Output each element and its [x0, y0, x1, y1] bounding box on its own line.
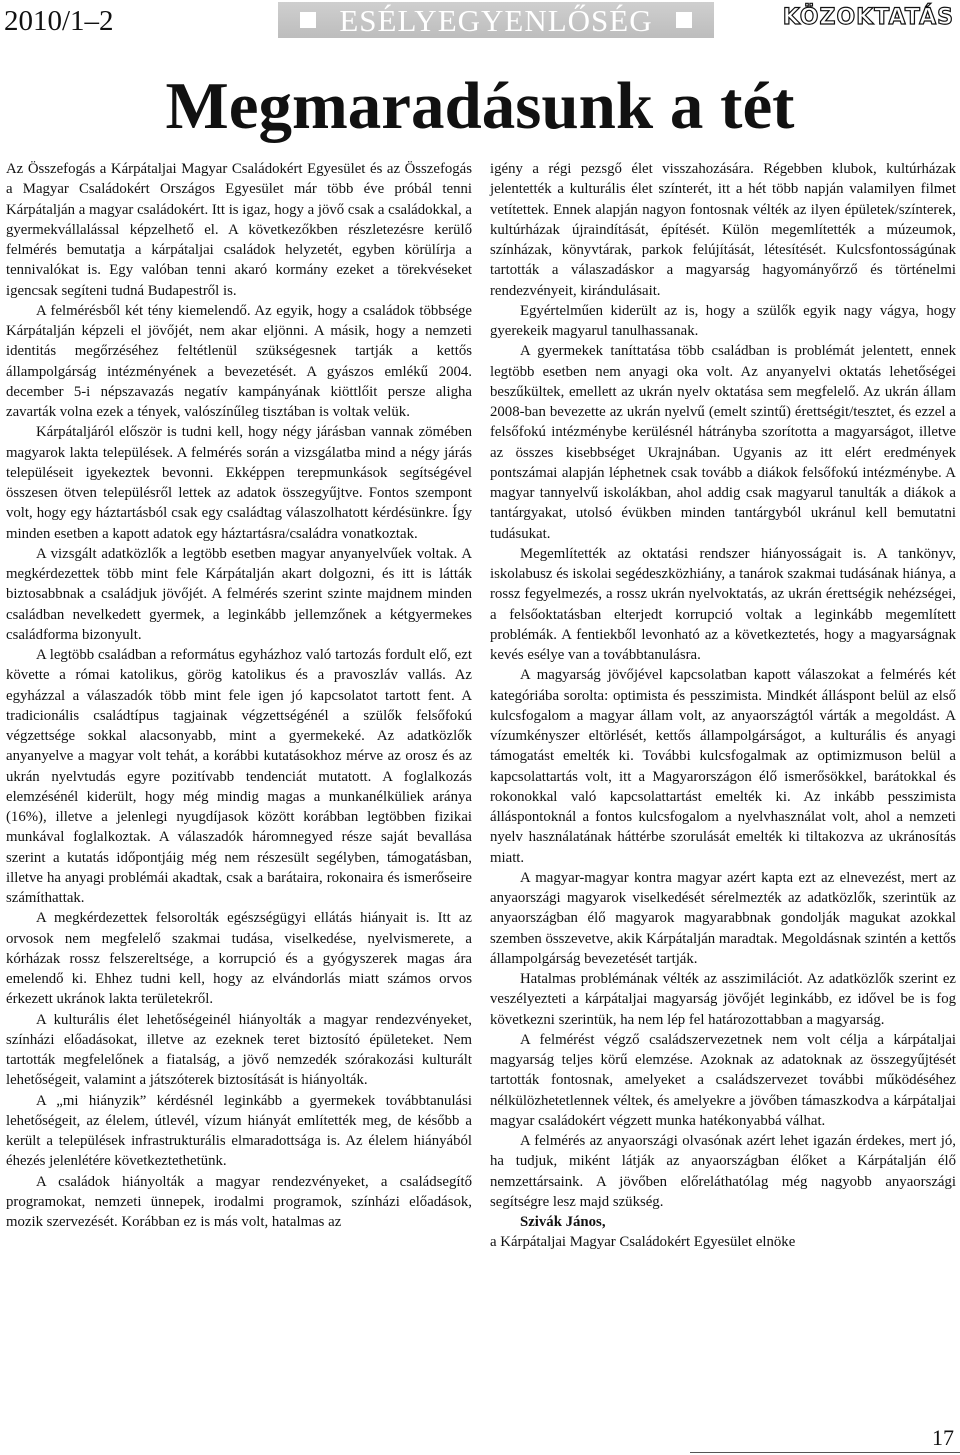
square-bullet-icon — [676, 12, 692, 28]
paragraph: Kárpátaljáról először is tudni kell, hogy négy járásban vannak zömében magyarok lakta települések. A felmérés során a vizsgálatba mind a négy járás településeit igyekeztek bevonni. Ekképpen terepmunkások segítségével összesen ötven településről lettek az adatok összegyűjtve. Fontos szempont volt, hogy egy háztartásból csak egy családtag válaszolhatott kérdésünkre. Így minden esetben a kapott adatok egy háztartásra/családra vonatkoztak. — [6, 424, 472, 542]
paragraph: A magyarság jövőjével kapcsolatban kapott válaszokat a felmérés két kategóriába sorolta: optimista és pesszimista. Mindkét álláspont belül az első kulcsfogalom a magyar állam volt, az anyaországtól várták a megoldást. A vízumkényszer eltörlését, kettős állampolgárságot, a kulturális és anyagi támogatást emelték ki. További kulcsfogalmak az optimizmuson belül a kapcsolattartás volt, itt a Magyarországon élő ismerősökkel, barátokkal és rokonokkal való kapcsolattartást emelték ki. Az inkább pesszimista álláspontoknál a fontos kulcsfogalom a nyelvhasználat volt, ahol a nemzeti nyelv használatának háttérbe szorulását emelték ki tiltakozva az ukránosítás miatt. — [490, 667, 956, 866]
paragraph: A magyar-magyar kontra magyar azért kapta ezt az elnevezést, mert az anyaországi magyarok viselkedését sérelmezték az adatközlők, szerintük az anyaországban élő magyarok magyarabbnak gondolják magukat azokkal szemben összevetve, akik Kárpátalján maradtak. Megoldásnak szintén a kettős állampolgárság bevezetését tartják. — [490, 869, 956, 967]
paragraph: A családok hiányolták a magyar rendezvényeket, a családsegítő programokat, nemzeti ünnepek, irodalmi programok, színházi előadások, mozik szervezését. Korábban ez is más volt, hatalmas az — [6, 1173, 472, 1230]
journal-logo: KÖZOKTATÁS — [782, 5, 954, 30]
right-column — [490, 159, 956, 1253]
section-banner — [278, 2, 714, 38]
paragraph: Egyértelműen kiderült az is, hogy a szülők egyik nagy vágya, hogy gyerekeik magyarul tanulhassanak. — [490, 302, 956, 339]
section-title: ESÉLYEGYENLŐSÉG — [339, 3, 653, 38]
paragraph: A vizsgált adatközlők a legtöbb esetben magyar anyanyelvűek voltak. A megkérdezettek több mint fele Kárpátalján akart dolgozni, és itt is látták biztosabbnak a családjuk jövőjét. A felmérés szerint szinte majdnem minden családban nevelkedett gyermek, a leginkább jellemzőnek a kétgyermekes családforma bizonyult. — [6, 545, 472, 643]
left-column — [6, 159, 472, 1232]
paragraph: A felmérést végző családszervezetnek nem volt célja a kárpátaljai magyarság teljes körű elemzése. Azoknak az adatoknak az összegyűjtését tartották fontosnak, amelyeket a családszervezet további működéséhez nélkülözhetetlennek véltek, és amelyekre a jövőben támaszkodva a kárpátaljai magyar családokért végzett munka hatékonyabbá válhat. — [490, 1031, 956, 1129]
issue-number: 2010/1–2 — [4, 5, 114, 37]
author-affiliation: a Kárpátaljai Magyar Családokért Egyesület elnöke — [490, 1234, 796, 1251]
paragraph: Megemlítették az oktatási rendszer hiányosságait is. A tankönyv, iskolabusz és iskolai segédeszközhiány, a tanárok szakmai tudásának hiánya, a rossz fegyelmezés, a rossz ukrán nyelvoktatás, az ukrán érettségik nehézségei, a felsőoktatásban elterjedt korrupció voltak a leginkább megemlített problémák. A fentiekből levonható az a következtetés, hogy a magyarságnak kevés esélye van a továbbtanulásra. — [490, 545, 956, 663]
paragraph: A felmérés az anyaországi olvasónak azért lehet igazán érdekes, mert jó, ha tudjuk, miként látják az anyaországban élőket a Kárpátalján élő nemzettársaink. A jövőben előreláthatólag még nagyobb anyaországi segítségre lesz majd szükség. — [490, 1133, 956, 1210]
author-name: Szivák János, — [520, 1214, 606, 1230]
page-header — [0, 0, 960, 40]
page-number: 17 — [932, 1425, 954, 1450]
paragraph: A kulturális élet lehetőségeinél hiányolták a magyar rendezvényeket, színházi előadásokat, illetve az ezeknek teret biztosító épületeket. Nem tartották megfelelőnek a fiatalság, a jövő nemzedék szórakozási kulturált lehetőségeit, valamint a játszóterek biztosítását is hiányolták. — [6, 1011, 472, 1089]
paragraph: igény a régi pezsgő élet visszahozására. Régebben klubok, kultúrházak jelentették a kulturális élet színterét, itt a hét több napján valamilyen filmet vetítettek. Ennek alapján nagyon fontosnak vélték az ilyen épületek/színterek, kultúrházak újraindítását, építését. Külön megemlítették a múzeumok, színházak, könyvtárak, parkok felújítását, létesítését. Kulcsfontosságúnak tartották a válaszadáskor a magyarság hagyományőrző és történelmi rendezvényeit, kirándulásait. — [490, 161, 956, 299]
paragraph: A megkérdezettek felsorolták egészségügyi ellátás hiányait is. Itt az orvosok nem megfelelő szakmai tudása, viselkedése, nyelvismerete, a kórházak rossz felszereltsége, a korrupció és a gyógyszerek magas ára emelendő ki. Ehhez tudni kell, hogy az elvándorlás miatt számos orvos érkezett ukránok lakta területekről. — [6, 910, 472, 1008]
paragraph: A felmérésből két tény kiemelendő. Az egyik, hogy a családok többsége Kárpátalján képzeli el jövőjét, nem akar eljönni. A másik, hogy a nemzeti identitás megőrzéséhez feltétlenül szükségesnek tartják a kettős állampolgárság intézményének a bevezetését. A gyászos emlékű 2004. december 5-i népszavazás negatív kampányának kiöttlőit persze aligha zavarták volna ezek a tények, valószínűleg tisztában is voltak velük. — [6, 302, 472, 420]
author-signature — [490, 1212, 956, 1253]
paragraph: A legtöbb családban a református egyházhoz való tartozás fordult elő, ezt követte a római katolikus, görög katolikus és a pravoszláv vallás. Az egyházzal a válaszadók több mint fele igen jó kapcsolatot tartott fent. A tradicionális családtípus tagjainak végzettségénél a szülők felsőfokú végzettsége sokkal alacsonyabb, mint a gyermekeké. Az adatközlők anyanyelve a magyar volt tehát, a korábbi kutatásokhoz mérve az orosz és az ukrán nyelvtudás egyre pozitívabb tendenciát mutatott. A foglalkozás elemzésénél kiderült, hogy még mindig magas a munkanélküliek aránya (16%), illetve a jelenlegi nyugdíjasok között korábban legtöbben fizikai munkával foglalkoztak. A válaszadók háromnegyed része saját bevallása szerint a kutatás időpontjáig még nem részesült segélyben, támogatásban, illetve ha anyagi problémái akadtak, csak a barátaira, rokonaira és ismerőseire számíthattak. — [6, 647, 472, 906]
paragraph: Az Összefogás a Kárpátaljai Magyar Családokért Egyesület és az Összefogás a Magyar Családokért Országos Egyesület már több éve próbál tenni Kárpátalján a magyar családokért. Itt is igaz, hogy a jövő csak a családokkal, a gyermekvállalással képzelhető el. A következőkben részletezésre kerülő felmérés bemutatja a kárpátaljai családok helyzetét, egyben körülírja a tennivalókat is. Egy valóban tenni akaró kormány ezeket a törekvéseket igencsak segíteni tudná Budapestről is. — [6, 161, 472, 299]
footer-rule — [690, 1452, 960, 1453]
article-title: Megmaradásunk a tét — [165, 69, 795, 143]
paragraph: A „mi hiányzik” kérdésnél leginkább a gyermekek továbbtanulási lehetőségeit, az élelem, útlevél, vízum hiányát említették meg, de később a került a települések infrastrukturális elmaradottsága is. Az élelem hiányából éhezés jelenlétére következtethetünk. — [6, 1092, 472, 1170]
paragraph: Hatalmas problémának vélték az asszimilációt. Az adatközlők szerint ez veszélyezteti a kárpátaljai magyarság jövőjét leginkább, ez idővel be is fog következni szerintük, ha nem lép fel határozottabban a magyarság. — [490, 971, 956, 1028]
paragraph: A gyermekek taníttatása több családban is problémát jelentett, ennek legtöbb esetben nem anyagi oka volt. Az anyanyelvi oktatás lehetőségei beszűkültek, emellett az ukrán nyelv oktatása sem megfelelő. Az ukrán állam 2008-ban bevezette az ukrán nyelvű (emelt szintű) érettségit/tesztet, és ezzel a felsőfokú intézménybe kerülésnél hátrányba szorította a magyarságot, illetve az összes kisebbséget Ukrajnában. Ugyanis az itt elért eredmények pontszámai alapján léphetnek csak tovább a diákok felsőfokú intézménybe. A magyar tannyelvű iskolákban, ahol addig csak magyarul tanulták a diákok a tantárgyakat, utolsó évükben minden tantárgyból ukránul kell bemutatni tudásukat. — [490, 343, 956, 542]
